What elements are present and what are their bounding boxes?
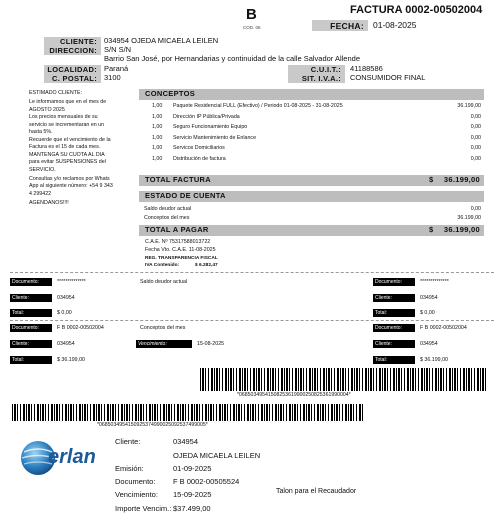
total-value: $ 0,00 xyxy=(420,310,435,316)
table-row xyxy=(139,122,484,133)
barcode xyxy=(12,404,364,421)
cliente-label: Cliente: xyxy=(10,294,52,302)
footer-importe-label: Importe Vencim.: xyxy=(115,504,172,513)
footer-importe-value: $37.499,00 xyxy=(173,504,211,513)
documento-value: F B 0002-00502004 xyxy=(57,325,104,331)
sitiva-label: SIT. I.V.A.: xyxy=(288,74,345,83)
footer-vencimiento-label: Vencimiento: xyxy=(115,490,158,499)
currency-symbol: $ xyxy=(429,175,434,184)
total-value: $ 36.199,00 xyxy=(57,357,85,363)
invoice-code: COD. 06 xyxy=(243,25,261,30)
direccion-label: DIRECCION: xyxy=(44,46,101,55)
talon-label: Talon para el Recaudador xyxy=(276,488,357,495)
currency-symbol: $ xyxy=(429,225,434,234)
direccion-value: S/N S/N xyxy=(104,45,132,54)
notice-line: SERVICIO. xyxy=(29,166,56,173)
documento-label: Documento: xyxy=(10,324,52,332)
estado-title: ESTADO DE CUENTA xyxy=(145,191,226,200)
concept-desc: Seguro Funcionamiento Equipo xyxy=(173,124,248,130)
table-row xyxy=(139,154,484,165)
total-label: Total: xyxy=(373,309,415,317)
total-factura-label: TOTAL FACTURA xyxy=(145,175,211,184)
iva-value: $ 6.282,47 xyxy=(195,263,218,268)
concept-desc: Distribución de factura xyxy=(173,155,226,162)
localidad-label: LOCALIDAD: xyxy=(44,65,101,74)
documento-label: Documento: xyxy=(10,278,52,286)
table-row xyxy=(139,133,484,144)
erlan-logo xyxy=(18,438,102,478)
cae-number: C.A.E. Nº 75317588013722 xyxy=(145,239,211,245)
cae-vto: Fecha Vto. C.A.E. 11-08-2025 xyxy=(145,247,216,253)
sitiva-value: CONSUMIDOR FINAL xyxy=(350,73,426,82)
notice-line: AGENDANOS!!!! xyxy=(29,199,69,206)
logo-text: erlan xyxy=(48,446,96,468)
notice-line: Factura es el 15 de cada mes. xyxy=(29,144,101,150)
table-row xyxy=(139,112,484,123)
conceptos-table xyxy=(139,101,484,164)
footer-emision-value: 01-09-2025 xyxy=(173,464,212,473)
table-row xyxy=(139,143,484,154)
concept-qty: 1,00 xyxy=(152,124,163,130)
footer-customer-name: OJEDA MICAELA LEILEN xyxy=(173,451,261,460)
notice-line: MANTENGA SU CUOTA AL DIA xyxy=(29,151,105,158)
conceptos-mes-label: Conceptos del mes xyxy=(144,215,190,221)
cliente-label: Cliente: xyxy=(373,340,415,348)
cpostal-value: 3100 xyxy=(104,73,121,82)
total-factura-bar xyxy=(139,175,484,186)
footer-vencimiento-value: 15-09-2025 xyxy=(173,490,212,499)
table-row xyxy=(139,101,484,112)
notice-line: Le informamos que en el mes de xyxy=(29,99,107,105)
total-factura-value: 36.199,00 xyxy=(443,175,480,184)
concept-qty: 1,00 xyxy=(152,103,163,109)
saldo-value: 0,00 xyxy=(470,206,481,212)
documento-label: Documento: xyxy=(373,278,415,286)
notice-line: 4 299422 xyxy=(29,190,52,197)
barcode xyxy=(200,368,488,391)
footer-emision-label: Emisión: xyxy=(115,464,144,473)
documento-value: ************** xyxy=(57,279,86,285)
notice-line: Los precios mensuales de su xyxy=(29,114,98,120)
footer-cliente-label: Cliente: xyxy=(115,437,141,446)
concept-amount: 36.199,00 xyxy=(457,103,481,109)
transparencia-fiscal: REG. TRANSPARENCIA FISCAL xyxy=(145,256,218,261)
estado-cuenta-header xyxy=(139,191,484,202)
invoice-number: FACTURA 0002-00502004 xyxy=(350,4,483,16)
cliente-value: 034954 xyxy=(420,341,438,347)
fecha-label: FECHA: xyxy=(312,20,368,31)
footer-documento-label: Documento: xyxy=(115,477,156,486)
cliente-label: CLIENTE: xyxy=(44,37,101,46)
total-label: Total: xyxy=(10,309,52,317)
concept-desc: Paquete Residencial FULL (Efectivo) / Periodo 01-08-2025 - 31-08-2025 xyxy=(173,103,343,109)
documento-label: Documento: xyxy=(373,324,415,332)
saldo-label: Saldo deudor actual xyxy=(144,206,192,212)
footer-cliente-value: 034954 xyxy=(173,437,199,446)
documento-value: ************** xyxy=(420,279,449,285)
notice-line: App al siguiente número: +54 9 343 xyxy=(29,183,113,189)
total-pagar-bar xyxy=(139,225,484,236)
concept-desc: Servicos Domiciliarios xyxy=(173,145,225,151)
invoice-letter: B xyxy=(246,6,257,23)
concept-qty: 1,00 xyxy=(152,155,163,162)
cpostal-label: C. POSTAL: xyxy=(44,74,101,83)
direccion-extra: Barrio San José, por Hernandarias y continuidad de la calle Salvador Allende xyxy=(104,54,360,63)
iva-label: IVA Contenido: xyxy=(145,263,180,268)
notice-line: ESTIMADO CLIENTE: xyxy=(29,90,82,96)
fecha-value: 01-08-2025 xyxy=(373,20,417,30)
cliente-label: Cliente: xyxy=(373,294,415,302)
notice-line: AGOSTO 2025 xyxy=(29,106,65,113)
total-value: $ 36.199,00 xyxy=(420,357,448,363)
barcode-text: *06850349541508253619900250825361990004* xyxy=(237,392,351,398)
total-label: Total: xyxy=(373,356,415,364)
concept-desc: Servicio Mantenimiento de Enlance xyxy=(173,134,257,141)
cut-line xyxy=(10,320,494,321)
vencimiento-label: Vencimiento: xyxy=(136,340,192,348)
notice-line: servicio se incrementaran en un xyxy=(29,121,105,128)
concept-amount: 0,00 xyxy=(470,145,481,151)
stub-middle-label: Saldo deudor actual xyxy=(140,279,188,285)
barcode-text: *0685034954150925374990025092537499005* xyxy=(97,422,208,428)
conceptos-title: CONCEPTOS xyxy=(145,89,196,98)
stub-middle-label: Conceptos del mes xyxy=(140,325,186,331)
conceptos-mes-value: 36.199,00 xyxy=(457,215,481,221)
total-pagar-label: TOTAL A PAGAR xyxy=(145,225,209,234)
customer-notice xyxy=(29,91,133,208)
cut-line xyxy=(10,272,494,273)
conceptos-header xyxy=(139,89,484,100)
concept-qty: 1,00 xyxy=(152,134,163,141)
concept-qty: 1,00 xyxy=(152,113,163,120)
localidad-value: Paraná xyxy=(104,64,129,73)
notice-line: Recuerde que el vencimiento de la xyxy=(29,136,111,143)
footer-documento-value: F B 0002-00505524 xyxy=(173,477,240,486)
vencimiento-value: 15-08-2025 xyxy=(197,341,225,347)
notice-line: Consultas y/o reclamos por Whats xyxy=(29,175,110,182)
cuit-label: C.U.I.T.: xyxy=(288,65,345,74)
cliente-value: 034954 xyxy=(57,341,75,347)
concept-amount: 0,00 xyxy=(470,113,481,120)
notice-line: para evitar SUSPENSIONES del xyxy=(29,159,106,165)
cliente-value: 034954 OJEDA MICAELA LEILEN xyxy=(104,36,219,45)
concept-qty: 1,00 xyxy=(152,145,163,151)
concept-amount: 0,00 xyxy=(470,124,481,130)
cuit-value: 41188586 xyxy=(350,64,383,73)
total-value: $ 0,00 xyxy=(57,310,72,316)
total-label: Total: xyxy=(10,356,52,364)
concept-amount: 0,00 xyxy=(470,134,481,141)
notice-line: hasta 5%. xyxy=(29,129,53,135)
cliente-value: 034954 xyxy=(57,295,75,301)
concept-amount: 0,00 xyxy=(470,155,481,162)
documento-value: F B 0002-00502004 xyxy=(420,325,467,331)
cliente-label: Cliente: xyxy=(10,340,52,348)
concept-desc: Dirección IP Pública/Privada xyxy=(173,113,240,120)
total-pagar-value: 36.199,00 xyxy=(443,225,480,234)
cliente-value: 034954 xyxy=(420,295,438,301)
